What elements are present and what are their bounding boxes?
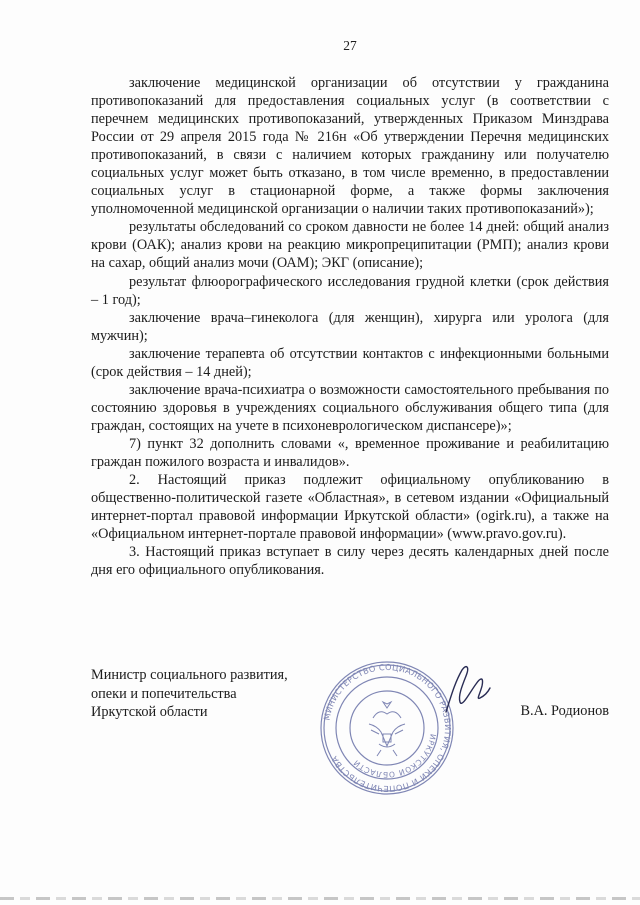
signer-name: В.А. Родионов <box>520 703 609 719</box>
paragraph-test-results: результаты обследований со сроком давности не более 14 дней: общий анализ крови (ОАК); анализ крови на реакцию микропреципитации (РМП); анализ крови на сахар, общий анализ мочи (ОАМ); ЭКГ (описание); <box>91 219 609 272</box>
double-headed-eagle-emblem <box>369 702 405 756</box>
document-body <box>91 74 609 579</box>
signature-block <box>91 661 609 826</box>
paragraph-psychiatrist: заключение врача-психиатра о возможности самостоятельного пребывания по состоянию здоровья в учреждениях социального обслуживания общего типа (для граждан, состоящих на учете в психоневрологическом диспансере)»; <box>91 381 609 434</box>
paragraph-entry-into-force: 3. Настоящий приказ вступает в силу через десять календарных дней после дня его официального опубликования. <box>91 544 609 579</box>
signer-title <box>91 666 288 722</box>
paragraph-item-32: 7) пункт 32 дополнить словами «, временное проживание и реабилитацию граждан пожилого возраста и инвалидов». <box>91 435 609 470</box>
paragraph-therapist: заключение терапевта об отсутствии контактов с инфекционными больными (срок действия – 14 дней); <box>91 345 609 380</box>
page-number: 27 <box>343 38 357 53</box>
handwritten-signature <box>436 662 496 718</box>
paragraph-fluorography: результат флюорографического исследования грудной клетки (срок действия – 1 год); <box>91 273 609 308</box>
signer-title-line: Иркутской области <box>91 704 208 721</box>
paragraph-publication: 2. Настоящий приказ подлежит официальному опубликованию в общественно-политической газете «Областная», в сетевом издании «Официальный интернет-портал правовой информации Иркутской области» (ogirk.ru), а также на «Официальном интернет-портале правовой информации» (www.pravo.gov.ru). <box>91 472 609 543</box>
paragraph-medical-conclusion: заключение медицинской организации об отсутствии у гражданина противопоказаний для предоставления социальных услуг (в соответствии с перечнем медицинских противопоказаний, утвержденных Приказом Минздрава России от 29 апреля 2015 года № 216н «Об утверждении Перечня медицинских противопоказаний, в связи с наличием которых гражданину или получателю социальных услуг может быть отказано, в том числе временно, в предоставлении социальных услуг в стационарной форме, а также формы заключения уполномоченной медицинской организации о наличии таких противопоказаний»); <box>91 75 609 218</box>
signer-title-line: Министр социального развития, <box>91 667 288 683</box>
paragraph-gynecologist: заключение врача–гинеколога (для женщин), хирурга или уролога (для мужчин); <box>91 309 609 344</box>
seal-outer-text: МИНИСТЕРСТВО СОЦИАЛЬНОГО РАЗВИТИЯ, ОПЕКИ И ПОПЕЧИТЕЛЬСТВА <box>321 661 454 795</box>
seal-inner-text: ИРКУТСКОЙ ОБЛАСТИ <box>351 733 438 780</box>
signer-title-line: опеки и попечительства <box>91 685 237 702</box>
scan-artifact-line <box>0 897 640 900</box>
seal-inner-ring <box>350 691 424 765</box>
